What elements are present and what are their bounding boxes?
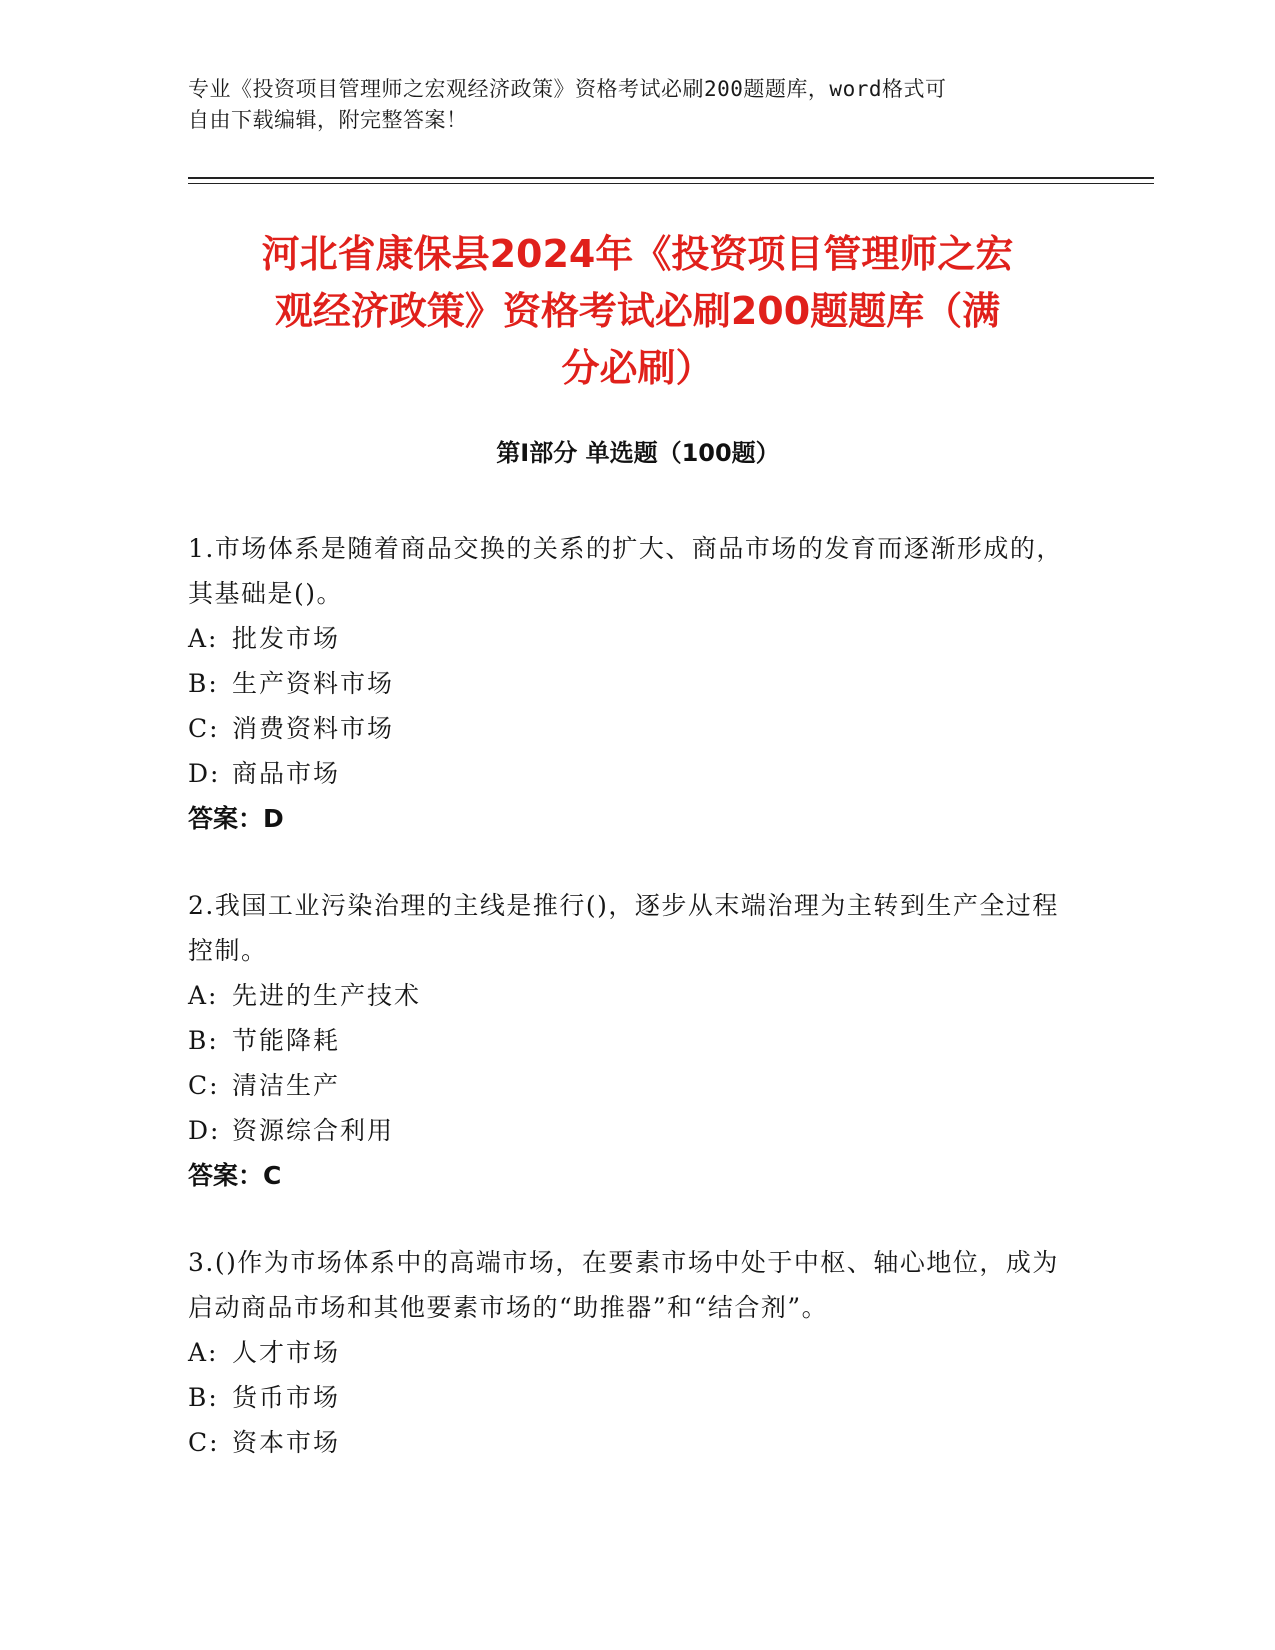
option-text: 生产资料市场 <box>232 669 395 698</box>
option-b <box>188 1018 1068 1063</box>
option-letter: A: <box>188 981 219 1010</box>
section-heading: 第Ⅰ部分 单选题（100题） <box>496 439 780 467</box>
answer-line: 答案：D <box>188 804 284 833</box>
question-list <box>188 526 1068 1507</box>
option-text: 节能降耗 <box>232 1026 341 1055</box>
option-letter: D: <box>188 759 221 788</box>
question-3 <box>188 1240 1068 1465</box>
title-line-1: 河北省康保县2024年《投资项目管理师之宏 <box>261 232 1014 276</box>
option-letter: A: <box>188 1338 219 1367</box>
option-a <box>188 973 1068 1018</box>
option-text: 消费资料市场 <box>232 714 395 743</box>
intro-line-2: 自由下载编辑，附完整答案！ <box>188 108 468 132</box>
option-a <box>188 616 1068 661</box>
header-divider-thick <box>188 177 1154 179</box>
question-2 <box>188 883 1068 1198</box>
title-line-3: 分必刷） <box>561 346 714 390</box>
option-text: 资本市场 <box>232 1428 341 1457</box>
option-text: 批发市场 <box>232 624 341 653</box>
question-stem: 2.我国工业污染治理的主线是推行()，逐步从末端治理为主转到生产全过程控制。 <box>188 891 1059 965</box>
option-text: 资源综合利用 <box>232 1116 395 1145</box>
option-text: 商品市场 <box>232 759 341 788</box>
question-stem: 1.市场体系是随着商品交换的关系的扩大、商品市场的发育而逐渐形成的，其基础是()。 <box>188 534 1063 608</box>
option-letter: B: <box>188 1383 219 1412</box>
option-letter: B: <box>188 669 219 698</box>
intro-line-1: 专业《投资项目管理师之宏观经济政策》资格考试必刷200题题库，word格式可 <box>188 77 947 101</box>
option-text: 人才市场 <box>232 1338 341 1367</box>
question-stem: 3.()作为市场体系中的高端市场，在要素市场中处于中枢、轴心地位，成为启动商品市场和其他要素市场的“助推器”和“结合剂”。 <box>188 1248 1059 1322</box>
header-divider-thin <box>188 183 1154 184</box>
option-letter: C: <box>188 1428 220 1457</box>
option-text: 先进的生产技术 <box>232 981 422 1010</box>
question-1 <box>188 526 1068 841</box>
document-title <box>180 226 1095 397</box>
option-b <box>188 661 1068 706</box>
title-line-2: 观经济政策》资格考试必刷200题题库（满 <box>274 289 1001 333</box>
option-letter: C: <box>188 714 220 743</box>
option-d <box>188 1108 1068 1153</box>
option-c <box>188 1063 1068 1108</box>
option-text: 货币市场 <box>232 1383 341 1412</box>
option-text: 清洁生产 <box>232 1071 341 1100</box>
option-b <box>188 1375 1068 1420</box>
option-letter: A: <box>188 624 219 653</box>
option-d <box>188 751 1068 796</box>
option-letter: B: <box>188 1026 219 1055</box>
option-letter: D: <box>188 1116 221 1145</box>
option-a <box>188 1330 1068 1375</box>
option-c <box>188 1420 1068 1465</box>
option-c <box>188 706 1068 751</box>
intro-text <box>188 74 1088 136</box>
option-letter: C: <box>188 1071 220 1100</box>
answer-line: 答案：C <box>188 1161 282 1190</box>
